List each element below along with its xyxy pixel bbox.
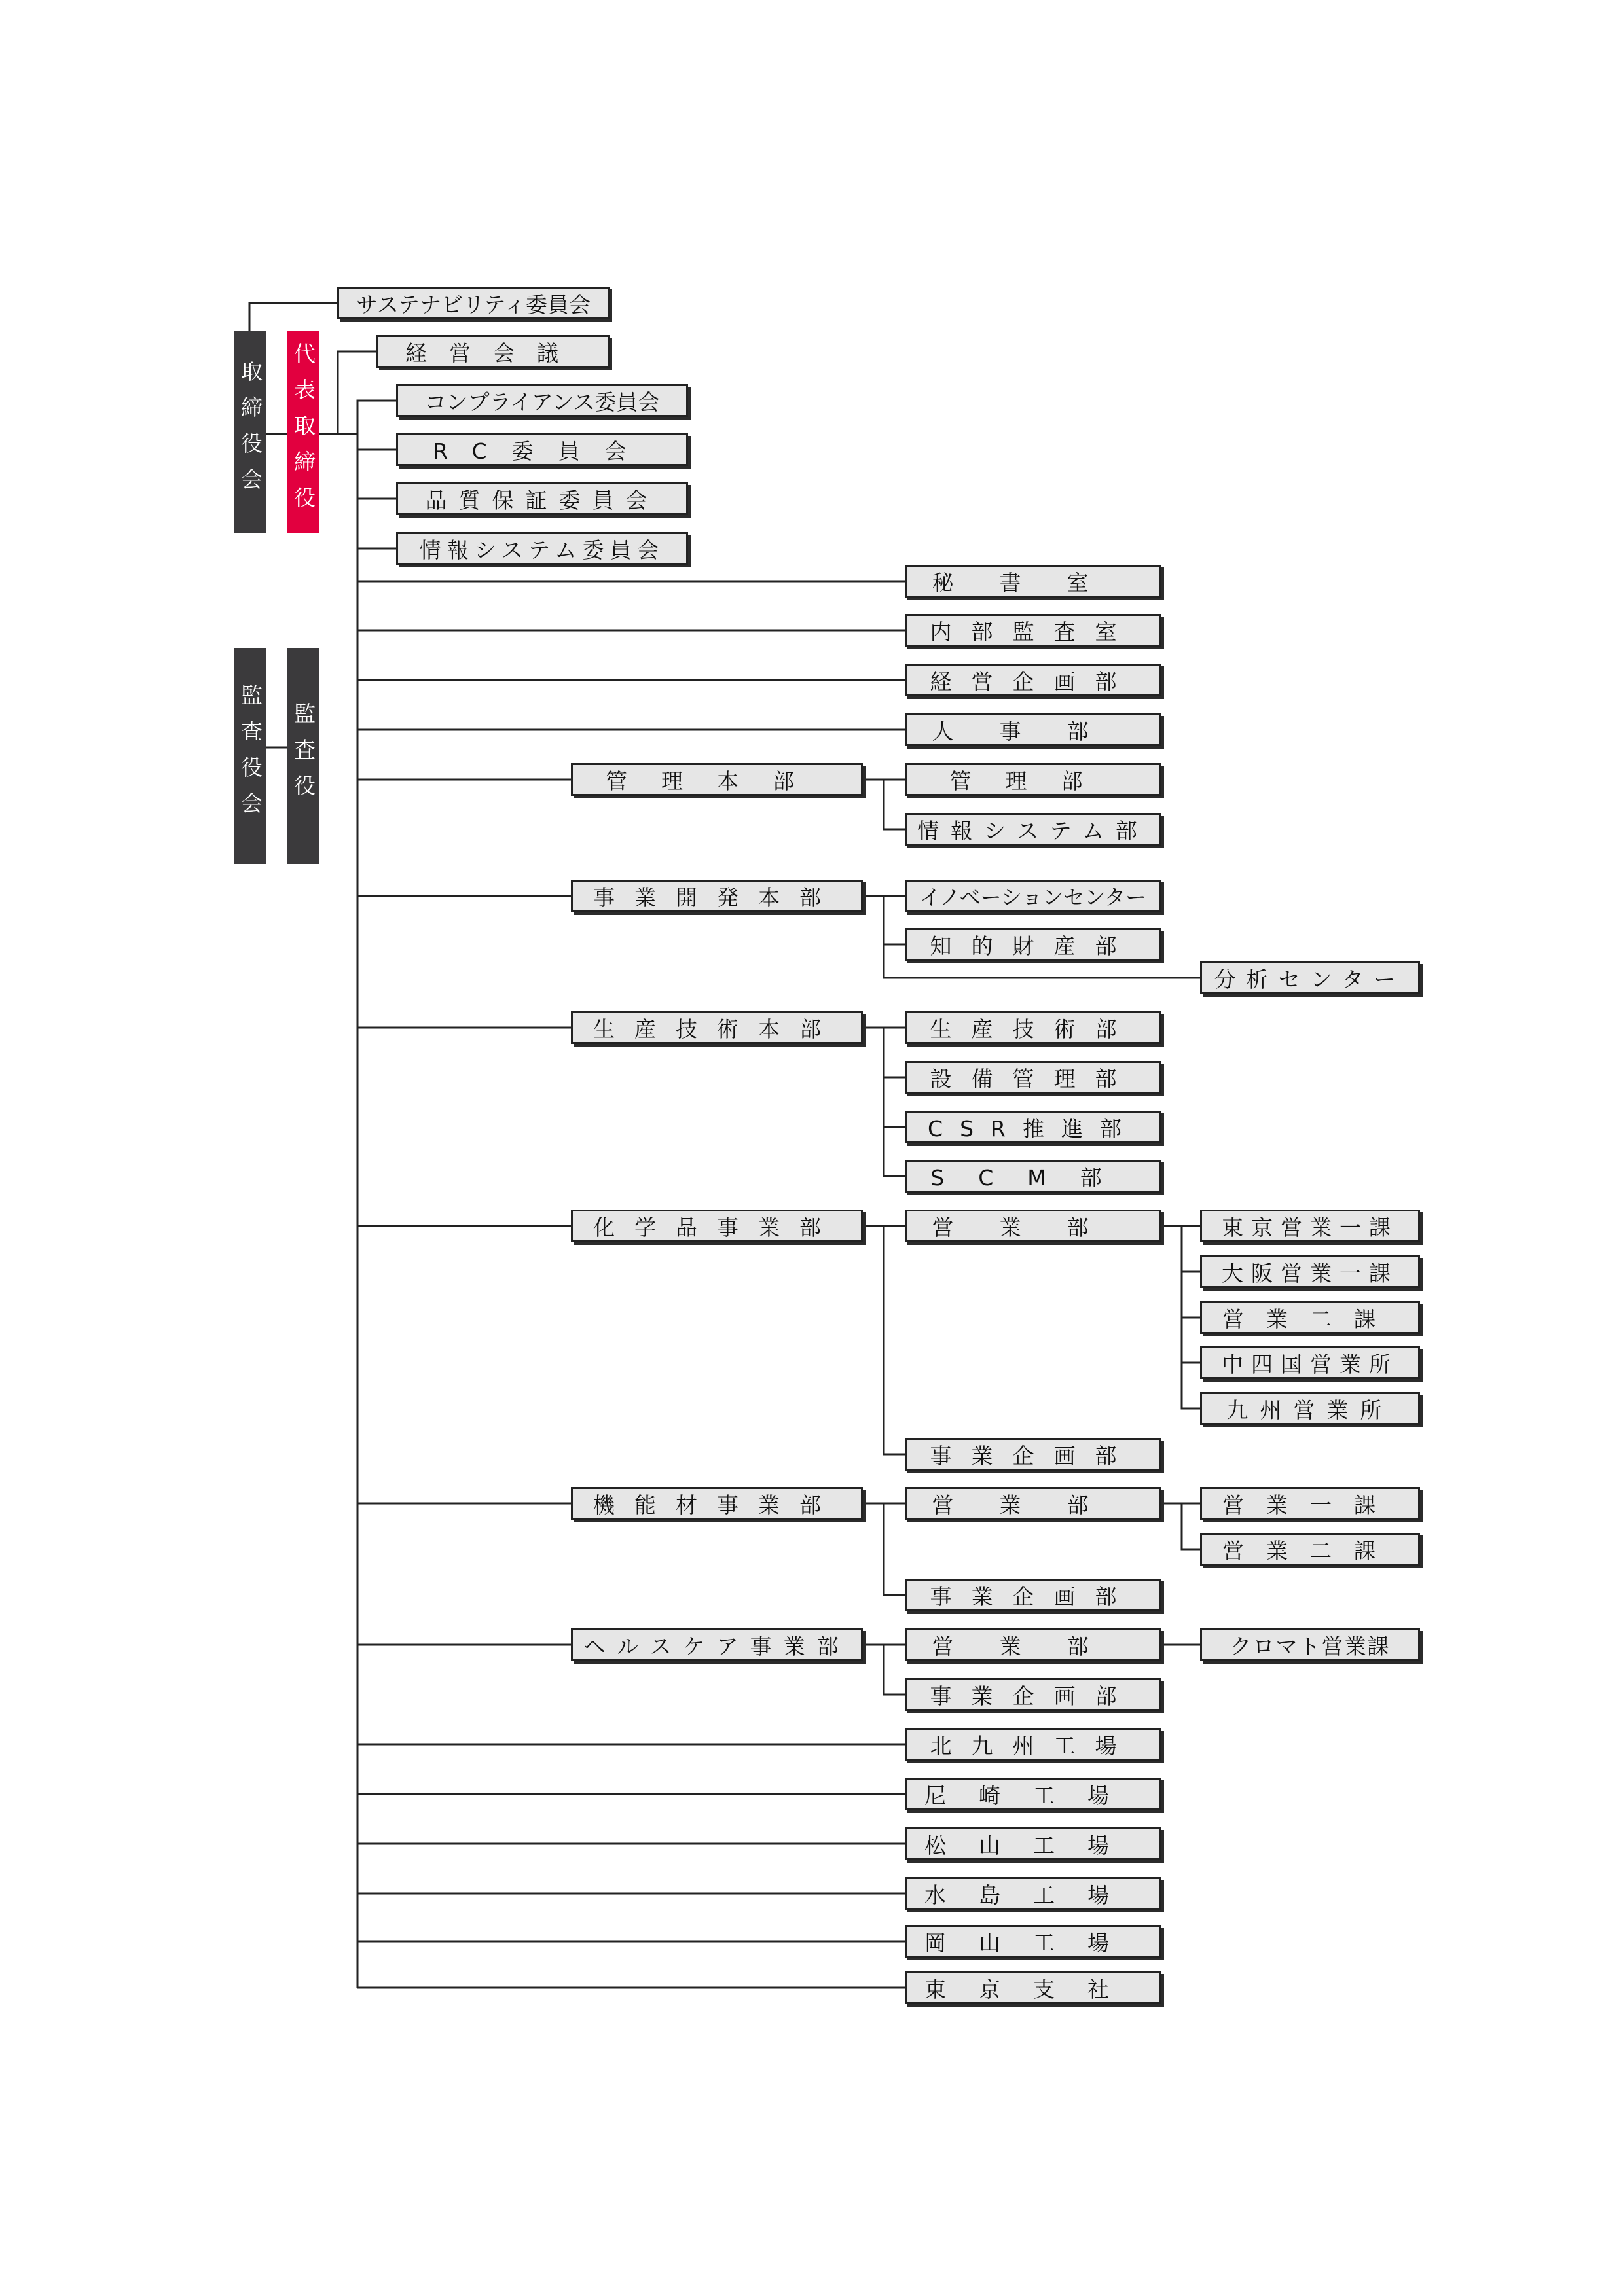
tokyo-branch[interactable]: 東京支社 [905,1971,1161,2004]
health-planning-dept[interactable]: 事業企画部 [905,1678,1161,1711]
okayama-plant[interactable]: 岡山工場 [905,1925,1161,1958]
hr-dept[interactable]: 人事部 [905,713,1161,746]
ip-dept[interactable]: 知的財産部 [905,928,1161,961]
board-of-directors[interactable] [234,331,266,533]
auditor-label: 監査役 [291,702,316,810]
innovation-center[interactable]: イノベーションセンター [905,880,1161,912]
csr-dept[interactable]: CSR推進部 [905,1111,1161,1143]
amagasaki-plant[interactable]: 尼崎工場 [905,1778,1161,1810]
president-label: 代表取締役 [291,342,316,522]
func-sales-1[interactable]: 営業一課 [1200,1487,1420,1520]
func-sales-2[interactable]: 営業二課 [1200,1533,1420,1566]
audit-board[interactable] [234,648,266,864]
board-label: 取締役会 [238,360,263,504]
health-sales-dept[interactable]: 営業部 [905,1628,1161,1661]
analysis-center[interactable]: 分析センター [1200,961,1420,994]
kyushu-office[interactable]: 九州営業所 [1200,1392,1420,1425]
healthcare-division[interactable]: ヘルスケア事業部 [571,1628,863,1661]
chem-sales-2[interactable]: 営業二課 [1200,1301,1420,1334]
corporate-planning-dept[interactable]: 経営企画部 [905,664,1161,696]
secretary-office[interactable]: 秘書室 [905,565,1161,598]
chem-sales-dept[interactable]: 営業部 [905,1210,1161,1242]
rc-committee[interactable]: RC委員会 [396,433,688,466]
chem-planning-dept[interactable]: 事業企画部 [905,1438,1161,1471]
quality-assurance-committee[interactable]: 品質保証委員会 [396,482,688,515]
admin-dept[interactable]: 管理部 [905,763,1161,796]
chromato-sales-section[interactable]: クロマト営業課 [1200,1628,1420,1661]
management-meeting[interactable]: 経営会議 [376,335,610,368]
func-planning-dept[interactable]: 事業企画部 [905,1579,1161,1611]
kitakyushu-plant[interactable]: 北九州工場 [905,1728,1161,1761]
sustainability-committee[interactable]: サステナビリティ委員会 [337,287,610,319]
audit-board-label: 監査役会 [238,684,263,828]
auditor[interactable] [287,648,319,864]
func-sales-dept[interactable]: 営業部 [905,1487,1161,1520]
facility-mgmt-dept[interactable]: 設備管理部 [905,1061,1161,1094]
representative-director[interactable] [287,331,319,533]
prodtech-dept[interactable]: 生産技術部 [905,1011,1161,1044]
mizushima-plant[interactable]: 水島工場 [905,1877,1161,1910]
chemicals-division[interactable]: 化学品事業部 [571,1210,863,1242]
bizdev-hq[interactable]: 事業開発本部 [571,880,863,912]
chushikoku-office[interactable]: 中四国営業所 [1200,1346,1420,1379]
tokyo-sales-1[interactable]: 東京営業一課 [1200,1210,1420,1242]
info-system-committee[interactable]: 情報システム委員会 [396,532,688,565]
admin-hq[interactable]: 管理本部 [571,763,863,796]
scm-dept[interactable]: SCM部 [905,1160,1161,1193]
functional-materials-division[interactable]: 機能材事業部 [571,1487,863,1520]
prodtech-hq[interactable]: 生産技術本部 [571,1011,863,1044]
info-system-dept[interactable]: 情報システム部 [905,813,1161,846]
matsuyama-plant[interactable]: 松山工場 [905,1827,1161,1860]
compliance-committee[interactable]: コンプライアンス委員会 [396,384,688,417]
internal-audit-office[interactable]: 内部監査室 [905,614,1161,647]
osaka-sales-1[interactable]: 大阪営業一課 [1200,1255,1420,1288]
